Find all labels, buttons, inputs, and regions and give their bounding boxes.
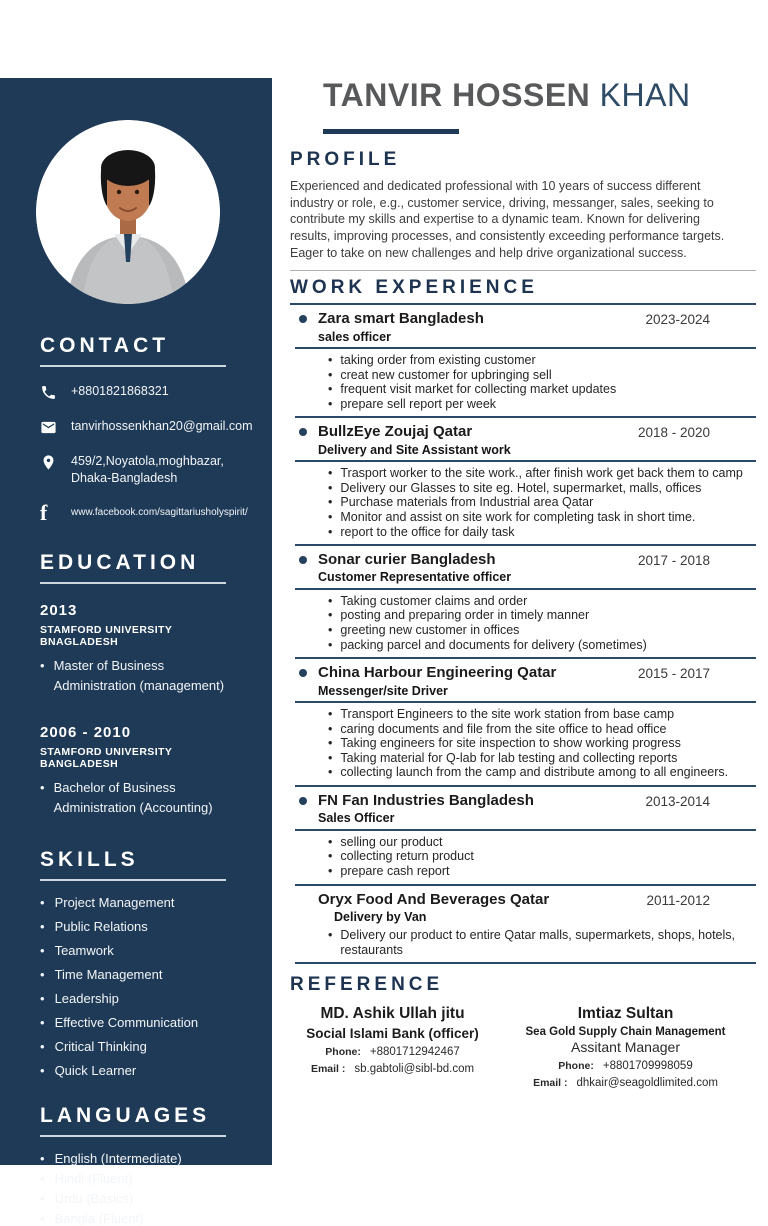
job-bullet: • Delivery our Glasses to site eg. Hotel, supermarket, malls, offices <box>328 481 756 496</box>
name-underline-bar <box>323 129 459 134</box>
sidebar <box>0 78 272 1226</box>
reference-org: Sea Gold Supply Chain Management <box>525 1026 726 1039</box>
language-item: • Bangla (Fluent) <box>40 1211 246 1226</box>
contact-address-line2: Dhaka-Bangladesh <box>71 470 178 485</box>
job-bullet: • Taking engineers for site inspection to show working progress <box>328 736 756 751</box>
language-item: • Hindi (Fluent) <box>40 1171 246 1186</box>
job-bullet: • Purchase materials from Industrial area Qatar <box>328 495 756 510</box>
bullet-dot <box>299 315 307 323</box>
reference-phone: +8801709998059 <box>602 1060 693 1073</box>
job-bullet: • collecting launch from the camp and distribute among to all engineers. <box>328 765 756 780</box>
skills-rule <box>40 879 226 881</box>
languages-section <box>40 1104 246 1226</box>
education-heading: EDUCATION <box>40 550 200 574</box>
bullet-dot <box>299 797 307 805</box>
education-entry <box>40 602 246 696</box>
job-bullet: • taking order from existing customer <box>328 353 756 368</box>
job-entry <box>290 659 756 787</box>
job-bullets <box>328 466 756 539</box>
phone-label: Phone: <box>325 1046 361 1059</box>
name-secondary: KHAN <box>599 77 691 113</box>
skills-section <box>40 848 246 1078</box>
skill-item: • Leadership <box>40 991 246 1006</box>
reference-heading: REFERENCE <box>290 974 444 996</box>
work-experience-heading: WORK EXPERIENCE <box>290 277 538 299</box>
bullet-dot <box>299 669 307 677</box>
name-primary: TANVIR HOSSEN <box>323 77 591 113</box>
education-entry <box>40 724 246 818</box>
reference-phone-row <box>558 1060 692 1072</box>
job-bullet: • Transport Engineers to the site work station from base camp <box>328 707 756 722</box>
skills-heading: SKILLS <box>40 848 139 872</box>
job-bullets <box>328 928 756 957</box>
contact-heading: CONTACT <box>40 334 170 357</box>
facebook-f-icon: f <box>40 499 48 525</box>
reference-email: dhkair@seagoldlimited.com <box>576 1077 718 1090</box>
education-years: 2006 - 2010 <box>40 724 132 742</box>
reference-person <box>495 1005 756 1089</box>
reference-columns <box>290 1005 756 1089</box>
job-dates: 2018 - 2020 <box>637 425 710 441</box>
job-bullet: • selling our product <box>328 835 756 850</box>
contact-facebook-row <box>40 499 248 525</box>
education-school: STAMFORD UNIVERSITY BNAGLADESH <box>40 623 173 648</box>
profile-text: Experienced and dedicated professional with 10 years of success different industry or role, e.g., customer service, driving, messanger, sales, seeking to contribute my skills and expertise to a dynamic team. Known for delivering results, improving processes, and consistently exceeding performance targets. Eager to take on new challenges and help drive organizational success. <box>290 179 725 260</box>
phone-icon <box>40 384 57 401</box>
job-bullet: • greeting new customer in offices <box>328 623 756 638</box>
skill-item: • Time Management <box>40 967 246 982</box>
reference-name: MD. Ashik Ullah jitu <box>320 1005 465 1023</box>
email-label: Email : <box>533 1077 568 1090</box>
contact-phone-row <box>40 383 246 401</box>
bullet-dot <box>299 428 307 436</box>
job-company: China Harbour Engineering Qatar <box>318 664 557 682</box>
job-entry <box>290 305 756 418</box>
job-separator <box>295 962 756 964</box>
reference-person <box>290 1005 495 1089</box>
email-label: Email : <box>310 1063 346 1076</box>
job-bullet: • frequent visit market for collecting market updates <box>328 382 756 397</box>
skill-item: • Quick Learner <box>40 1063 246 1078</box>
job-bullet: • report to the office for daily task <box>328 525 756 540</box>
location-pin-icon <box>40 454 57 471</box>
contact-address-row <box>40 453 246 487</box>
page-title <box>323 78 756 113</box>
job-bullets <box>328 353 756 412</box>
languages-rule <box>40 1135 226 1137</box>
job-bullets <box>328 594 756 653</box>
job-bullet: • Taking customer claims and order <box>328 594 756 609</box>
contact-section <box>40 334 253 525</box>
avatar-illustration <box>36 120 220 304</box>
education-degree: • Master of Business Administration (management) <box>40 656 230 696</box>
languages-heading: LANGUAGES <box>40 1104 211 1128</box>
job-company: BullzEye Zoujaj Qatar <box>318 423 473 441</box>
education-rule <box>40 582 226 584</box>
job-company: Sonar curier Bangladesh <box>318 551 496 569</box>
job-dates: 2023-2024 <box>645 312 710 328</box>
languages-list <box>40 1151 246 1226</box>
profile-heading: PROFILE <box>290 149 401 171</box>
job-entry <box>290 546 756 659</box>
skill-item: • Critical Thinking <box>40 1039 246 1054</box>
job-bullet: • prepare cash report <box>328 864 756 879</box>
job-bullet: • Monitor and assist on site work for completing task in short time. <box>328 510 756 525</box>
job-bullet: • posting and preparing order in timely manner <box>328 608 756 623</box>
job-bullets <box>328 835 756 879</box>
job-rule <box>295 701 756 703</box>
job-entry <box>290 787 756 886</box>
job-bullet: • collecting return product <box>328 849 756 864</box>
job-dates: 2011-2012 <box>646 892 710 908</box>
job-role: sales officer <box>318 329 391 344</box>
phone-label: Phone: <box>558 1060 594 1073</box>
reference-role: Assitant Manager <box>571 1039 680 1056</box>
job-role: Customer Representative officer <box>318 570 512 585</box>
profile-photo <box>36 120 220 304</box>
job-rule <box>295 347 756 349</box>
job-role: Sales Officer <box>318 811 395 826</box>
job-bullet: • Delivery our product to entire Qatar malls, supermarkets, shops, hotels, restaurants <box>328 928 756 957</box>
job-bullets <box>328 707 756 780</box>
reference-org: Social Islami Bank (officer) <box>306 1026 479 1042</box>
job-bullet: • creat new customer for upbringing sell <box>328 368 756 383</box>
job-dates: 2013-2014 <box>645 794 710 810</box>
job-entry <box>290 886 756 965</box>
job-rule <box>295 588 756 590</box>
main-content <box>272 78 768 1089</box>
skill-item: • Public Relations <box>40 919 246 934</box>
reference-phone: +8801712942467 <box>369 1046 460 1059</box>
skill-item: • Project Management <box>40 895 246 910</box>
job-entry <box>290 418 756 546</box>
job-role: Delivery by Van <box>334 909 427 924</box>
language-item: • English (Intermediate) <box>40 1151 246 1166</box>
job-dates: 2017 - 2018 <box>637 553 710 569</box>
contact-rule <box>40 365 226 367</box>
reference-email-row <box>533 1077 718 1089</box>
envelope-icon <box>40 419 57 436</box>
language-item: • Urdu (Basics) <box>40 1191 246 1206</box>
job-bullet: • caring documents and file from the site office to head office <box>328 722 756 737</box>
job-company: FN Fan Industries Bangladesh <box>318 792 534 810</box>
contact-phone: +8801821868321 <box>71 384 169 398</box>
job-company: Zara smart Bangladesh <box>318 310 484 328</box>
job-bullet: • Trasport worker to the site work., after finish work get back them to camp <box>328 466 756 481</box>
section-divider <box>290 270 756 271</box>
job-role: Messenger/site Driver <box>318 683 448 698</box>
resume-page <box>0 77 768 1226</box>
skills-list <box>40 895 246 1078</box>
reference-name: Imtiaz Sultan <box>577 1005 674 1023</box>
job-role: Delivery and Site Assistant work <box>318 442 511 457</box>
skill-item: • Effective Communication <box>40 1015 246 1030</box>
job-dates: 2015 - 2017 <box>637 666 710 682</box>
reference-phone-row <box>325 1046 459 1058</box>
bullet-dot <box>299 556 307 564</box>
job-rule <box>295 829 756 831</box>
reference-email-row <box>311 1063 474 1075</box>
reference-email: sb.gabtoli@sibl-bd.com <box>354 1063 475 1076</box>
education-section <box>40 551 246 819</box>
contact-address <box>71 453 224 487</box>
contact-facebook-url: www.facebook.com/sagittariusholyspirit/ <box>71 506 248 518</box>
job-company: Oryx Food And Beverages Qatar <box>318 890 550 908</box>
education-degree: • Bachelor of Business Administration (Accounting) <box>40 778 230 818</box>
skill-item: • Teamwork <box>40 943 246 958</box>
education-school: STAMFORD UNIVERSITY BANGLADESH <box>40 746 173 771</box>
job-bullet: • prepare sell report per week <box>328 397 756 412</box>
contact-email-row <box>40 418 253 436</box>
job-rule <box>295 460 756 462</box>
contact-address-line1: 459/2,Noyatola,moghbazar, <box>71 454 224 468</box>
education-years: 2013 <box>40 601 78 619</box>
contact-email: tanvirhossenkhan20@gmail.com <box>71 419 253 433</box>
job-bullet: • Taking material for Q-lab for lab testing and collecting reports <box>328 751 756 766</box>
job-bullet: • packing parcel and documents for delivery (sometimes) <box>328 638 756 653</box>
